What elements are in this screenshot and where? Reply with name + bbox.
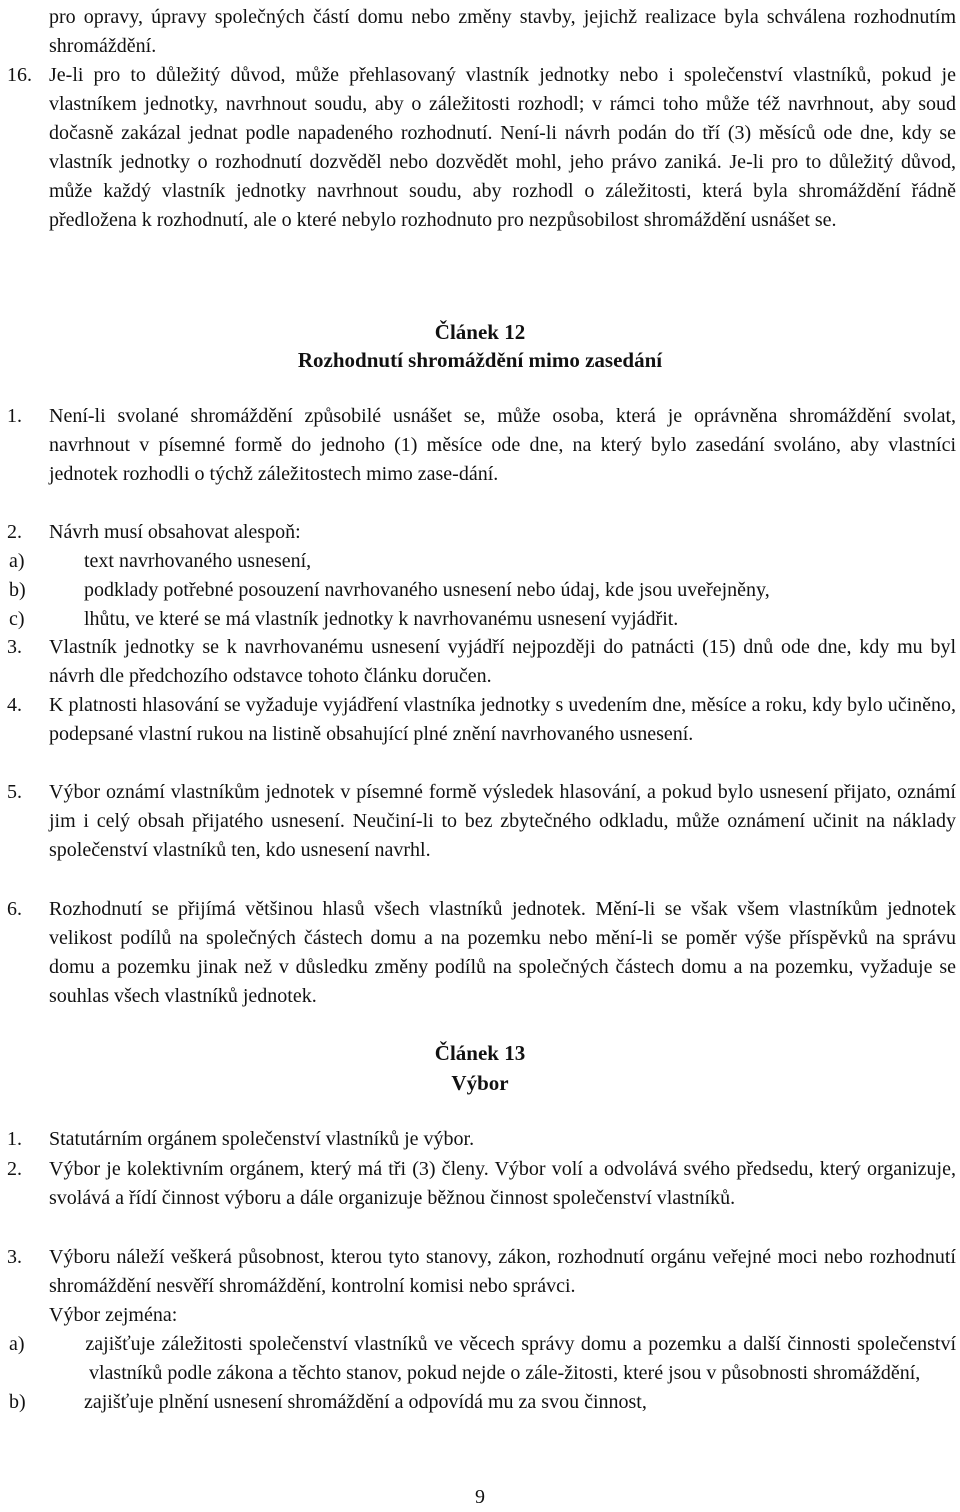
sub-label: a) [9,1332,25,1355]
sub-label: c) [9,607,25,630]
sub-label: b) [9,578,26,601]
sub-text: podklady potřebné posouzení navrhovaného usnesení nebo údaj, kde jsou uveřejněny, [84,578,770,601]
item-number: 2. [7,521,22,543]
item-number: 1. [7,405,22,427]
item-number: 6. [7,898,22,920]
item-text: Výbor oznámí vlastníkům jednotek v písemné formě výsledek hlasování, a pokud bylo usnesení přijato, oznámí jim i celý obsah přijatého usnesení. Neučiní-li to bez zbytečného odkladu, může oznámení učinit na náklady společenství vlastníků ten, kdo usnesení navrhl. [49,781,956,861]
article-13-title: Článek 13 [434,1041,526,1065]
item-number: 5. [7,781,22,803]
item-text: Není-li svolané shromáždění způsobilé usnášet se, může osoba, která je oprávněna shromáždění svolat, navrhnout v písemné formě do jednoho (1) měsíce ode dne, na který bylo zasedání svoláno, aby vlastníci jednotek rozhodli o týchž záležitostech mimo zase-dání. [49,405,956,485]
item-text: Výbor je kolektivním orgánem, který má tři (3) členy. Výbor volí a odvolává svého předsedu, který organizuje, svolává a řídí činnost výboru a dále organizuje běžnou činnost společenství vlastníků. [49,1158,956,1209]
item-text: Rozhodnutí se přijímá většinou hlasů všech vlastníků jednotek. Mění-li se však všem vlastníkům jednotek velikost podílů na společných částech domu a na pozemku nebo mění-li se poměr výše příspěvků na správu domu a pozemku jinak než v důsledku změny podílů na společných částech domu a na pozemku, vyžaduje se souhlas všech vlastníků jednotek. [49,898,956,1007]
item-text: K platnosti hlasování se vyžaduje vyjádření vlastníka jednotky s uvedením dne, měsíce a roku, kdy bylo učiněno, podepsané vlastní rukou na listině obsahující plné znění navrhovaného usnesení. [49,694,957,745]
a13-item-2 [7,1155,956,1213]
item-number: 4. [7,694,22,716]
item-16 [7,61,956,234]
sub-item-a [9,1330,957,1388]
item-text: Výboru náleží veškerá působnost, kterou tyto stanovy, zákon, rozhodnutí orgánu veřejné moci nebo rozhodnutí shromáždění nesvěří shromáždění, kontrolní komisi nebo správci. [49,1246,956,1297]
article-12-subtitle: Rozhodnutí shromáždění mimo zasedání [297,348,663,372]
sub-text: zajišťuje záležitosti společenství vlastníků ve věcech správy domu a pozemku a další činnosti společenství vlastníků podle zákona a těchto stanov, pokud nejde o zále-žitosti, které jsou v působnosti shromáždění, [85,1332,957,1384]
item-text: Vlastník jednotky se k navrhovanému usnesení vyjádří nejpozději do patnácti (15) dnů ode dne, kdy mu byl návrh dle předchozího odstavce tohoto článku doručen. [49,636,956,687]
page-number: 9 [475,1486,485,1508]
a13-item-3 [7,1243,957,1416]
item-text: Je-li pro to důležitý důvod, může přehlasovaný vlastník jednotky nebo i společenství vlastníků, pokud je vlastníkem jednotky, navrhnout soudu, aby o záležitosti rozhodl; v rámci toho může též navrhnout, aby soud dočasně zakázal jednat podle napadeného rozhodnutí. Není-li návrh podán do tří (3) měsíců ode dne, kdy se vlastník jednotky o rozhodnutí dozvěděl nebo dozvědět mohl, jeho právo zaniká. Je-li pro to důležitý důvod, může každý vlastník jednotky navrhnout soudu, aby rozhodl o záležitosti, která byla shromáždění řádně předložena k rozhodnutí, ale o které nebylo rozhodnuto pro nezpůsobilost shromáždění usnášet se. [49,64,956,231]
intro-paragraph: pro opravy, úpravy společných částí domu nebo změny stavby, jejichž realizace byla schválena rozhodnutím shromáždění. [49,6,956,57]
article-12-title: Článek 12 [434,320,526,344]
item-extra-text: Výbor zejména: [49,1303,178,1326]
item-text: Statutárním orgánem společenství vlastníků je výbor. [49,1128,475,1150]
a12-item-2 [7,518,956,634]
item-number: 3. [7,1246,22,1268]
a12-item-5 [7,778,956,865]
a13-item-1 [7,1125,956,1154]
sub-text: zajišťuje plnění usnesení shromáždění a odpovídá mu za svou činnost, [84,1390,647,1413]
a12-item-4 [7,691,957,749]
sub-item-c [9,605,956,634]
item-number: 16. [7,64,32,86]
sub-label: b) [9,1390,26,1413]
sub-label: a) [9,549,25,572]
item-number: 2. [7,1158,22,1180]
sub-text: text navrhovaného usnesení, [84,549,312,572]
sub-item-b [9,576,956,605]
sub-item-b [9,1388,956,1417]
item-number: 1. [7,1128,22,1150]
a12-item-6 [7,895,956,1011]
sub-item-a [9,547,956,576]
a12-item-3 [7,633,956,691]
a12-item-1 [7,402,956,489]
article-13-subtitle: Výbor [451,1071,509,1095]
item-number: 3. [7,636,22,658]
sub-text: lhůtu, ve které se má vlastník jednotky k navrhovanému usnesení vyjádřit. [84,607,679,630]
item-text: Návrh musí obsahovat alespoň: [49,521,301,543]
